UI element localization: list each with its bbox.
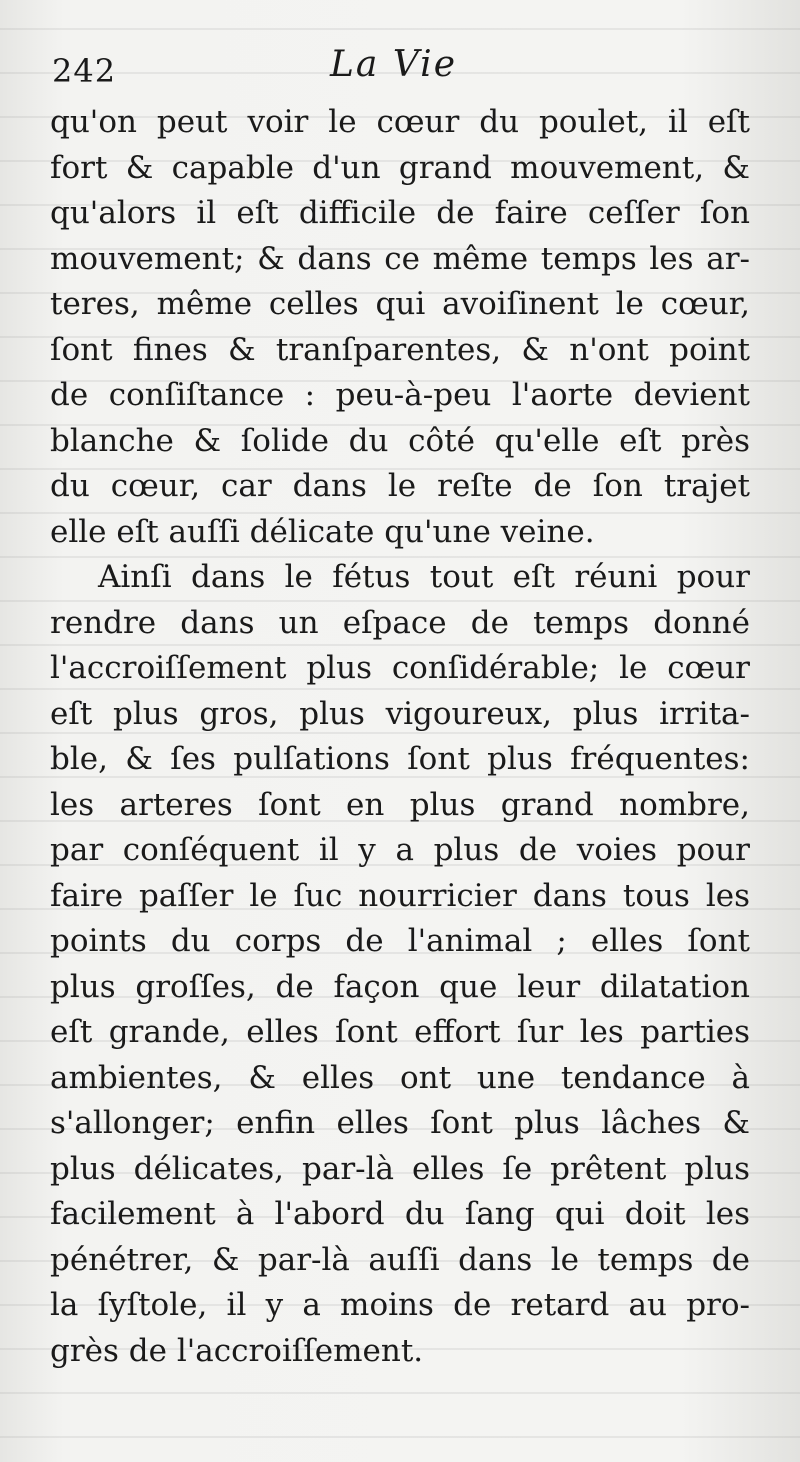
text-line: plus groſſes, de façon que leur dilatation (50, 968, 750, 1005)
text-line: grès de l'accroiſſement. (50, 1332, 424, 1369)
text-line: par conſéquent il y a plus de voies pour (50, 832, 750, 868)
text-line: ambientes, & elles ont une tendance à (50, 1059, 750, 1096)
text-line: plus délicates, par-là elles ſe prêtent plus (50, 1150, 750, 1187)
text-line: blanche & ſolide du côté qu'elle eſt près (50, 422, 750, 459)
text-line: ble, & ſes pulſations ſont plus fréquentes: (50, 741, 750, 777)
paragraph-1 (50, 100, 750, 555)
text-line: les arteres ſont en plus grand nombre, (50, 786, 750, 823)
text-line: points du corps de l'animal ; elles ſont (50, 923, 750, 959)
text-line: du cœur, car dans le reſte de ſon trajet (50, 468, 750, 504)
paragraph-2 (50, 555, 750, 1374)
text-line: mouvement; & dans ce même temps les ar- (50, 240, 750, 277)
text-line: qu'on peut voir le cœur du poulet, il eſt (50, 104, 750, 140)
text-line: elle eſt auſſi délicate qu'une veine. (50, 513, 595, 550)
text-line: eſt plus gros, plus vigoureux, plus irrita- (50, 695, 750, 732)
text-line: de conſiſtance : peu-à-peu l'aorte devient (50, 377, 750, 413)
text-line: Ainſi dans le fétus tout eſt réuni pour (98, 559, 750, 595)
text-line: pénétrer, & par-là auſſi dans le temps de (50, 1241, 750, 1278)
text-line: qu'alors il eſt difficile de faire ceſſer ſon (50, 195, 750, 231)
text-line: teres, même celles qui avoiſinent le cœur, (50, 286, 750, 322)
text-line: eſt grande, elles ſont effort ſur les parties (50, 1014, 750, 1050)
text-line: la ſyſtole, il y a moins de retard au pro- (50, 1287, 750, 1323)
text-line: rendre dans un eſpace de temps donné (50, 604, 750, 641)
body-text (50, 100, 750, 1374)
running-head: La Vie (330, 44, 457, 85)
text-line: facilement à l'abord du ſang qui doit les (50, 1196, 750, 1232)
page-header (50, 44, 750, 94)
text-line: faire paſſer le ſuc nourricier dans tous les (50, 877, 750, 914)
text-line: s'allonger; enfin elles ſont plus lâches & (50, 1105, 750, 1141)
text-line: l'accroiſſement plus conſidérable; le cœur (50, 650, 750, 686)
text-line: fort & capable d'un grand mouvement, & (50, 149, 750, 186)
text-line: ſont fines & tranſparentes, & n'ont point (50, 331, 750, 368)
page-number: 242 (52, 52, 117, 90)
